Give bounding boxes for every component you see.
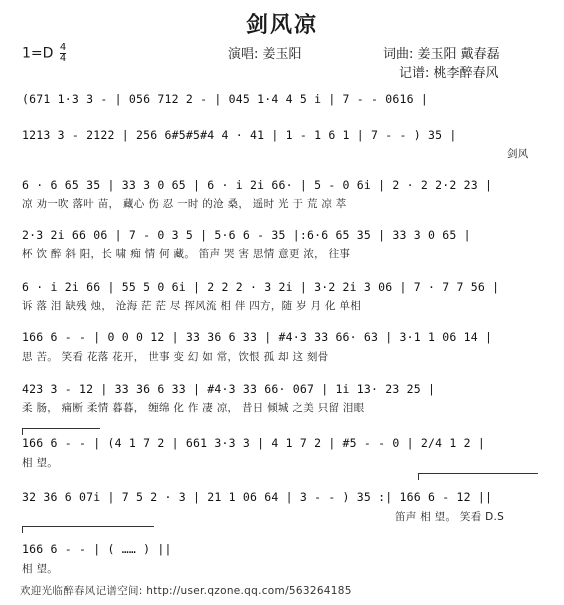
notation-line-5: 6 · i 2i 66 | 55 5 0 6i | 2 2 2 · 3 2i | 3·2 2i 3 06 | 7 · 7 7 56 | bbox=[22, 280, 500, 294]
key-signature bbox=[22, 43, 66, 64]
singer-credit: 演唱: 姜玉阳 bbox=[228, 47, 302, 62]
lyric-line-6: 思 苦。 笑看 花落 花开， 世事 变 幻 如 常，饮恨 孤 却 这 刻骨 bbox=[22, 351, 329, 363]
notation-line-3: 6 · 6 65 35 | 33 3 0 65 | 6 · i 2i 66· | 5 - 0 6i | 2 · 2 2·2 23 | bbox=[22, 178, 493, 192]
notation-line-9: 32 36 6 07i | 7 5 2 · 3 | 21 1 06 64 | 3 - - ) 35 :| 166 6 - 12 || bbox=[22, 490, 493, 504]
lyric-line-5: 诉 落 泪 缺残 烛， 沧海 茫 茫 尽 挥风流 相 伴 四方，随 岁 月 化 单相 bbox=[22, 300, 362, 312]
lyric-line-3: 凉 劝一吹 落叶 苗， 藏心 伤 忍 一时 的沧 桑， 遥时 光 于 荒 凉 萃 bbox=[22, 198, 347, 210]
time-signature bbox=[60, 43, 66, 64]
lyric-line-2: 剑风 bbox=[507, 148, 529, 160]
lyric-line-8: 相 望。 bbox=[22, 457, 59, 469]
volta-bracket-3 bbox=[22, 526, 154, 527]
lyric-line-9: 笛声 相 望。 笑看 D.S bbox=[395, 511, 505, 523]
time-signature-bottom: 4 bbox=[59, 53, 67, 64]
notation-line-6: 166 6 - - | 0 0 0 12 | 33 36 6 33 | #4·3 33 66· 63 | 3·1 1 06 14 | bbox=[22, 330, 493, 344]
page-title: 剑风凉 bbox=[245, 12, 318, 38]
key-label: 1=D bbox=[22, 45, 54, 62]
lyric-line-7: 柔 肠， 痛断 柔情 暮暮， 缠绵 化 作 凄 凉， 昔日 倾城 之美 只留 泪眼 bbox=[22, 402, 365, 414]
notation-line-10: 166 6 - - | ( …… ) || bbox=[22, 542, 172, 556]
notation-line-1: (671 1·3 3 - | 056 712 2 - | 045 1·4 4 5 i | 7 - - 0616 | bbox=[22, 92, 429, 106]
notation-line-2: 1213 3 - 2122 | 256 6#5#5#4 4 · 41 | 1 - 1 6 1 | 7 - - ) 35 | bbox=[22, 128, 457, 142]
time-signature-top: 4 bbox=[59, 42, 67, 53]
transcriber-credit: 记谱: 桃李醉春风 bbox=[399, 66, 499, 81]
footer-credit: 欢迎光临醉春风记谱空间: http://user.qzone.qq.com/563264185 bbox=[20, 585, 352, 597]
notation-line-7: 423 3 - 12 | 33 36 6 33 | #4·3 33 66· 067 | 1i 13· 23 25 | bbox=[22, 382, 436, 396]
composer-credit: 词曲: 姜玉阳 戴春磊 bbox=[383, 47, 500, 62]
volta-bracket-1 bbox=[22, 428, 100, 429]
volta-bracket-2 bbox=[418, 473, 538, 474]
notation-line-8: 166 6 - - | (4 1 7 2 | 661 3·3 3 | 4 1 7 2 | #5 - - 0 | 2/4 1 2 | bbox=[22, 436, 486, 450]
notation-line-4: 2·3 2i 66 06 | 7 - 0 3 5 | 5·6 6 - 35 |:6·6 65 35 | 33 3 0 65 | bbox=[22, 228, 471, 242]
lyric-line-4: 杯 饮 醉 斜 阳，长 啸 痴 情 何 藏。 笛声 哭 害 思情 意更 浓， 往事 bbox=[22, 248, 351, 260]
lyric-line-10: 相 望。 bbox=[22, 563, 59, 575]
